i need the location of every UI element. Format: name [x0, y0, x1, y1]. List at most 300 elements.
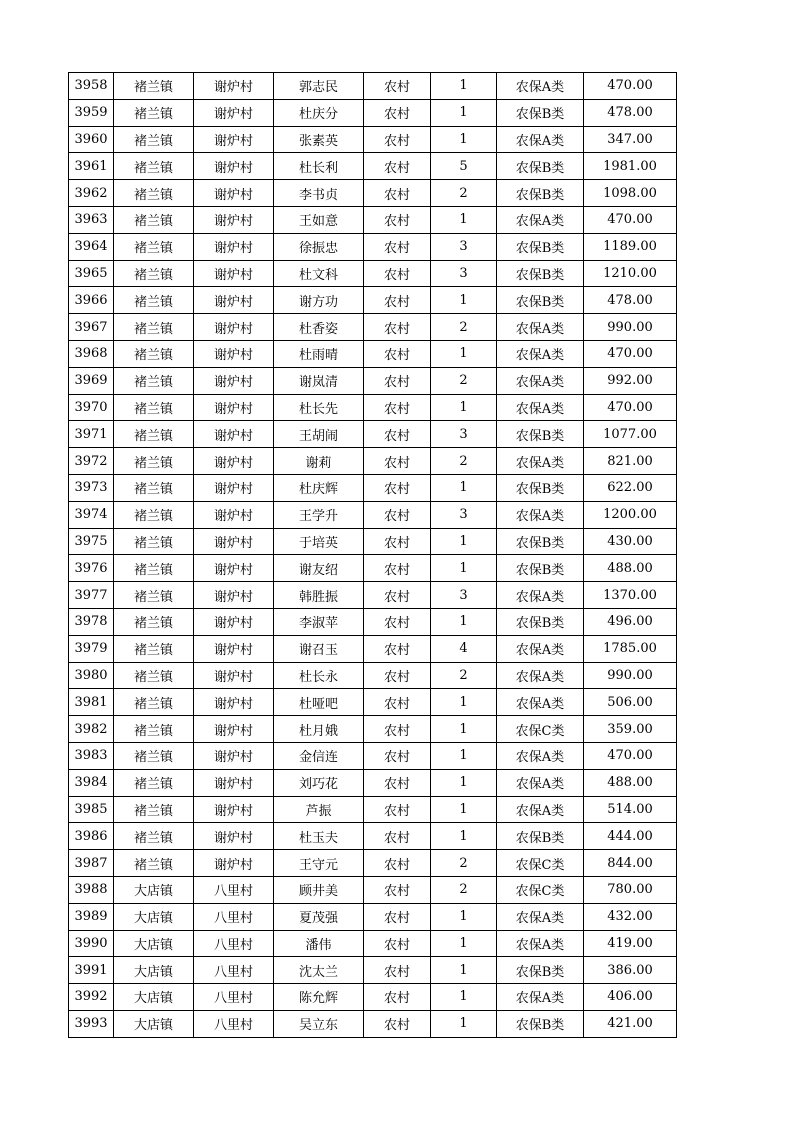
name-cell: 王如意: [274, 206, 364, 233]
area-type-cell: 农村: [364, 528, 431, 555]
insurance-category-cell: 农保C类: [497, 850, 584, 877]
name-cell: 刘巧花: [274, 769, 364, 796]
amount-cell: 470.00: [584, 742, 677, 769]
village-cell: 谢炉村: [194, 742, 274, 769]
household-count-cell: 1: [431, 555, 497, 582]
area-type-cell: 农村: [364, 662, 431, 689]
village-cell: 谢炉村: [194, 367, 274, 394]
household-count-cell: 3: [431, 233, 497, 260]
name-cell: 顾井美: [274, 876, 364, 903]
table-row: [69, 153, 677, 180]
village-cell: 谢炉村: [194, 635, 274, 662]
amount-cell: 514.00: [584, 796, 677, 823]
insurance-category-cell: 农保A类: [497, 662, 584, 689]
table-row: [69, 823, 677, 850]
town-cell: 大店镇: [114, 876, 194, 903]
name-cell: 谢莉: [274, 448, 364, 475]
town-cell: 褚兰镇: [114, 126, 194, 153]
town-cell: 褚兰镇: [114, 742, 194, 769]
town-cell: 褚兰镇: [114, 608, 194, 635]
name-cell: 杜雨晴: [274, 340, 364, 367]
town-cell: 褚兰镇: [114, 99, 194, 126]
row-number-cell: 3966: [69, 287, 114, 314]
household-count-cell: 1: [431, 287, 497, 314]
insurance-category-cell: 农保B类: [497, 528, 584, 555]
amount-cell: 470.00: [584, 206, 677, 233]
amount-cell: 470.00: [584, 73, 677, 100]
household-count-cell: 1: [431, 796, 497, 823]
area-type-cell: 农村: [364, 796, 431, 823]
town-cell: 褚兰镇: [114, 448, 194, 475]
village-cell: 谢炉村: [194, 394, 274, 421]
amount-cell: 359.00: [584, 716, 677, 743]
row-number-cell: 3958: [69, 73, 114, 100]
row-number-cell: 3974: [69, 501, 114, 528]
household-count-cell: 2: [431, 314, 497, 341]
village-cell: 八里村: [194, 984, 274, 1011]
town-cell: 褚兰镇: [114, 180, 194, 207]
village-cell: 八里村: [194, 930, 274, 957]
area-type-cell: 农村: [364, 903, 431, 930]
row-number-cell: 3986: [69, 823, 114, 850]
area-type-cell: 农村: [364, 340, 431, 367]
amount-cell: 430.00: [584, 528, 677, 555]
row-number-cell: 3969: [69, 367, 114, 394]
amount-cell: 432.00: [584, 903, 677, 930]
area-type-cell: 农村: [364, 769, 431, 796]
town-cell: 褚兰镇: [114, 340, 194, 367]
amount-cell: 444.00: [584, 823, 677, 850]
amount-cell: 1189.00: [584, 233, 677, 260]
name-cell: 杜长先: [274, 394, 364, 421]
amount-cell: 821.00: [584, 448, 677, 475]
name-cell: 李淑苹: [274, 608, 364, 635]
row-number-cell: 3973: [69, 474, 114, 501]
town-cell: 褚兰镇: [114, 367, 194, 394]
household-count-cell: 1: [431, 689, 497, 716]
village-cell: 谢炉村: [194, 474, 274, 501]
table-row: [69, 448, 677, 475]
amount-cell: 506.00: [584, 689, 677, 716]
name-cell: 潘伟: [274, 930, 364, 957]
amount-cell: 1098.00: [584, 180, 677, 207]
area-type-cell: 农村: [364, 394, 431, 421]
insurance-category-cell: 农保B类: [497, 474, 584, 501]
row-number-cell: 3987: [69, 850, 114, 877]
row-number-cell: 3981: [69, 689, 114, 716]
insurance-category-cell: 农保A类: [497, 769, 584, 796]
town-cell: 褚兰镇: [114, 555, 194, 582]
area-type-cell: 农村: [364, 233, 431, 260]
household-count-cell: 1: [431, 206, 497, 233]
name-cell: 陈允辉: [274, 984, 364, 1011]
town-cell: 褚兰镇: [114, 233, 194, 260]
village-cell: 谢炉村: [194, 180, 274, 207]
village-cell: 谢炉村: [194, 340, 274, 367]
insurance-category-cell: 农保A类: [497, 930, 584, 957]
household-count-cell: 1: [431, 1010, 497, 1037]
area-type-cell: 农村: [364, 850, 431, 877]
table-row: [69, 314, 677, 341]
village-cell: 谢炉村: [194, 528, 274, 555]
name-cell: 沈太兰: [274, 957, 364, 984]
amount-cell: 1077.00: [584, 421, 677, 448]
insurance-category-cell: 农保B类: [497, 957, 584, 984]
insurance-category-cell: 农保B类: [497, 555, 584, 582]
table-row: [69, 99, 677, 126]
row-number-cell: 3965: [69, 260, 114, 287]
household-count-cell: 1: [431, 957, 497, 984]
insurance-category-cell: 农保A类: [497, 340, 584, 367]
household-count-cell: 1: [431, 823, 497, 850]
insurance-category-cell: 农保B类: [497, 233, 584, 260]
area-type-cell: 农村: [364, 635, 431, 662]
table-row: [69, 796, 677, 823]
area-type-cell: 农村: [364, 474, 431, 501]
name-cell: 杜庆分: [274, 99, 364, 126]
amount-cell: 470.00: [584, 394, 677, 421]
row-number-cell: 3968: [69, 340, 114, 367]
village-cell: 谢炉村: [194, 501, 274, 528]
amount-cell: 478.00: [584, 99, 677, 126]
village-cell: 谢炉村: [194, 608, 274, 635]
town-cell: 褚兰镇: [114, 769, 194, 796]
area-type-cell: 农村: [364, 126, 431, 153]
table-body: [69, 73, 677, 1038]
village-cell: 八里村: [194, 957, 274, 984]
amount-cell: 488.00: [584, 769, 677, 796]
household-count-cell: 2: [431, 448, 497, 475]
insurance-category-cell: 农保B类: [497, 823, 584, 850]
village-cell: 谢炉村: [194, 662, 274, 689]
name-cell: 徐振忠: [274, 233, 364, 260]
insurance-category-cell: 农保B类: [497, 180, 584, 207]
row-number-cell: 3993: [69, 1010, 114, 1037]
row-number-cell: 3975: [69, 528, 114, 555]
household-count-cell: 2: [431, 180, 497, 207]
insurance-category-cell: 农保A类: [497, 796, 584, 823]
town-cell: 大店镇: [114, 903, 194, 930]
row-number-cell: 3963: [69, 206, 114, 233]
household-count-cell: 2: [431, 662, 497, 689]
amount-cell: 470.00: [584, 340, 677, 367]
row-number-cell: 3991: [69, 957, 114, 984]
village-cell: 谢炉村: [194, 233, 274, 260]
household-count-cell: 1: [431, 340, 497, 367]
name-cell: 于培英: [274, 528, 364, 555]
table-row: [69, 474, 677, 501]
town-cell: 褚兰镇: [114, 850, 194, 877]
area-type-cell: 农村: [364, 608, 431, 635]
row-number-cell: 3985: [69, 796, 114, 823]
name-cell: 芦振: [274, 796, 364, 823]
insurance-category-cell: 农保C类: [497, 876, 584, 903]
amount-cell: 990.00: [584, 314, 677, 341]
village-cell: 谢炉村: [194, 555, 274, 582]
amount-cell: 1981.00: [584, 153, 677, 180]
area-type-cell: 农村: [364, 448, 431, 475]
name-cell: 谢岚清: [274, 367, 364, 394]
table-row: [69, 742, 677, 769]
table-row: [69, 689, 677, 716]
insurance-category-cell: 农保A类: [497, 903, 584, 930]
row-number-cell: 3960: [69, 126, 114, 153]
amount-cell: 1210.00: [584, 260, 677, 287]
town-cell: 褚兰镇: [114, 287, 194, 314]
table-row: [69, 206, 677, 233]
village-cell: 谢炉村: [194, 823, 274, 850]
village-cell: 谢炉村: [194, 582, 274, 609]
amount-cell: 1200.00: [584, 501, 677, 528]
row-number-cell: 3964: [69, 233, 114, 260]
insurance-category-cell: 农保A类: [497, 73, 584, 100]
town-cell: 褚兰镇: [114, 796, 194, 823]
village-cell: 谢炉村: [194, 796, 274, 823]
amount-cell: 1370.00: [584, 582, 677, 609]
amount-cell: 622.00: [584, 474, 677, 501]
town-cell: 褚兰镇: [114, 206, 194, 233]
row-number-cell: 3959: [69, 99, 114, 126]
town-cell: 褚兰镇: [114, 635, 194, 662]
table-row: [69, 635, 677, 662]
area-type-cell: 农村: [364, 689, 431, 716]
table-row: [69, 394, 677, 421]
row-number-cell: 3983: [69, 742, 114, 769]
area-type-cell: 农村: [364, 287, 431, 314]
household-count-cell: 1: [431, 394, 497, 421]
area-type-cell: 农村: [364, 876, 431, 903]
row-number-cell: 3961: [69, 153, 114, 180]
area-type-cell: 农村: [364, 555, 431, 582]
insurance-category-cell: 农保B类: [497, 260, 584, 287]
area-type-cell: 农村: [364, 716, 431, 743]
town-cell: 褚兰镇: [114, 528, 194, 555]
row-number-cell: 3962: [69, 180, 114, 207]
area-type-cell: 农村: [364, 930, 431, 957]
table-row: [69, 260, 677, 287]
town-cell: 褚兰镇: [114, 394, 194, 421]
table-row: [69, 984, 677, 1011]
town-cell: 大店镇: [114, 1010, 194, 1037]
town-cell: 大店镇: [114, 984, 194, 1011]
table-row: [69, 501, 677, 528]
area-type-cell: 农村: [364, 421, 431, 448]
town-cell: 褚兰镇: [114, 153, 194, 180]
village-cell: 谢炉村: [194, 689, 274, 716]
row-number-cell: 3979: [69, 635, 114, 662]
name-cell: 夏茂强: [274, 903, 364, 930]
town-cell: 褚兰镇: [114, 314, 194, 341]
area-type-cell: 农村: [364, 180, 431, 207]
table-row: [69, 930, 677, 957]
household-count-cell: 2: [431, 367, 497, 394]
amount-cell: 421.00: [584, 1010, 677, 1037]
name-cell: 谢方功: [274, 287, 364, 314]
table-row: [69, 73, 677, 100]
household-count-cell: 1: [431, 716, 497, 743]
town-cell: 褚兰镇: [114, 716, 194, 743]
insurance-category-cell: 农保A类: [497, 689, 584, 716]
village-cell: 谢炉村: [194, 448, 274, 475]
insurance-category-cell: 农保B类: [497, 99, 584, 126]
village-cell: 谢炉村: [194, 126, 274, 153]
insurance-category-cell: 农保B类: [497, 153, 584, 180]
row-number-cell: 3972: [69, 448, 114, 475]
amount-cell: 780.00: [584, 876, 677, 903]
town-cell: 褚兰镇: [114, 823, 194, 850]
table-row: [69, 716, 677, 743]
insurance-category-cell: 农保B类: [497, 421, 584, 448]
amount-cell: 1785.00: [584, 635, 677, 662]
table-row: [69, 957, 677, 984]
name-cell: 杜玉夫: [274, 823, 364, 850]
insurance-category-cell: 农保A类: [497, 635, 584, 662]
village-cell: 谢炉村: [194, 421, 274, 448]
name-cell: 杜长利: [274, 153, 364, 180]
household-count-cell: 3: [431, 501, 497, 528]
row-number-cell: 3988: [69, 876, 114, 903]
insurance-category-cell: 农保A类: [497, 742, 584, 769]
row-number-cell: 3971: [69, 421, 114, 448]
insurance-category-cell: 农保A类: [497, 394, 584, 421]
table-row: [69, 850, 677, 877]
insurance-category-cell: 农保A类: [497, 126, 584, 153]
row-number-cell: 3977: [69, 582, 114, 609]
household-count-cell: 1: [431, 126, 497, 153]
name-cell: 杜月娥: [274, 716, 364, 743]
name-cell: 王学升: [274, 501, 364, 528]
village-cell: 谢炉村: [194, 73, 274, 100]
name-cell: 王守元: [274, 850, 364, 877]
area-type-cell: 农村: [364, 260, 431, 287]
town-cell: 褚兰镇: [114, 474, 194, 501]
table-row: [69, 287, 677, 314]
insurance-category-cell: 农保B类: [497, 608, 584, 635]
table-row: [69, 126, 677, 153]
village-cell: 八里村: [194, 876, 274, 903]
table-row: [69, 1010, 677, 1037]
village-cell: 八里村: [194, 903, 274, 930]
name-cell: 李书贞: [274, 180, 364, 207]
name-cell: 谢友绍: [274, 555, 364, 582]
household-count-cell: 3: [431, 260, 497, 287]
row-number-cell: 3967: [69, 314, 114, 341]
household-count-cell: 4: [431, 635, 497, 662]
amount-cell: 992.00: [584, 367, 677, 394]
insurance-category-cell: 农保C类: [497, 716, 584, 743]
village-cell: 谢炉村: [194, 850, 274, 877]
area-type-cell: 农村: [364, 957, 431, 984]
table-row: [69, 582, 677, 609]
household-count-cell: 1: [431, 474, 497, 501]
household-count-cell: 1: [431, 608, 497, 635]
household-count-cell: 3: [431, 582, 497, 609]
name-cell: 金信连: [274, 742, 364, 769]
household-count-cell: 1: [431, 930, 497, 957]
area-type-cell: 农村: [364, 73, 431, 100]
name-cell: 杜香姿: [274, 314, 364, 341]
household-count-cell: 1: [431, 903, 497, 930]
village-cell: 谢炉村: [194, 716, 274, 743]
village-cell: 谢炉村: [194, 206, 274, 233]
row-number-cell: 3982: [69, 716, 114, 743]
household-count-cell: 5: [431, 153, 497, 180]
table-row: [69, 608, 677, 635]
household-count-cell: 3: [431, 421, 497, 448]
area-type-cell: 农村: [364, 984, 431, 1011]
amount-cell: 478.00: [584, 287, 677, 314]
area-type-cell: 农村: [364, 742, 431, 769]
row-number-cell: 3992: [69, 984, 114, 1011]
insurance-category-cell: 农保A类: [497, 206, 584, 233]
amount-cell: 496.00: [584, 608, 677, 635]
household-count-cell: 1: [431, 528, 497, 555]
insurance-category-cell: 农保A类: [497, 367, 584, 394]
village-cell: 谢炉村: [194, 314, 274, 341]
table-row: [69, 367, 677, 394]
name-cell: 张素英: [274, 126, 364, 153]
town-cell: 褚兰镇: [114, 260, 194, 287]
table-row: [69, 180, 677, 207]
area-type-cell: 农村: [364, 501, 431, 528]
insurance-category-cell: 农保B类: [497, 287, 584, 314]
amount-cell: 386.00: [584, 957, 677, 984]
area-type-cell: 农村: [364, 582, 431, 609]
table-row: [69, 233, 677, 260]
area-type-cell: 农村: [364, 314, 431, 341]
village-cell: 谢炉村: [194, 153, 274, 180]
row-number-cell: 3976: [69, 555, 114, 582]
area-type-cell: 农村: [364, 823, 431, 850]
village-cell: 谢炉村: [194, 287, 274, 314]
town-cell: 褚兰镇: [114, 421, 194, 448]
town-cell: 褚兰镇: [114, 689, 194, 716]
household-count-cell: 1: [431, 73, 497, 100]
household-count-cell: 1: [431, 769, 497, 796]
row-number-cell: 3970: [69, 394, 114, 421]
name-cell: 郭志民: [274, 73, 364, 100]
name-cell: 韩胜振: [274, 582, 364, 609]
table-row: [69, 876, 677, 903]
data-table: [68, 72, 677, 1038]
row-number-cell: 3984: [69, 769, 114, 796]
row-number-cell: 3989: [69, 903, 114, 930]
insurance-category-cell: 农保A类: [497, 582, 584, 609]
insurance-category-cell: 农保B类: [497, 1010, 584, 1037]
name-cell: 谢召玉: [274, 635, 364, 662]
town-cell: 褚兰镇: [114, 501, 194, 528]
name-cell: 杜文科: [274, 260, 364, 287]
name-cell: 杜长永: [274, 662, 364, 689]
town-cell: 大店镇: [114, 957, 194, 984]
village-cell: 谢炉村: [194, 260, 274, 287]
table-row: [69, 421, 677, 448]
village-cell: 谢炉村: [194, 769, 274, 796]
row-number-cell: 3978: [69, 608, 114, 635]
household-count-cell: 1: [431, 984, 497, 1011]
town-cell: 褚兰镇: [114, 662, 194, 689]
insurance-category-cell: 农保A类: [497, 501, 584, 528]
table-row: [69, 769, 677, 796]
row-number-cell: 3980: [69, 662, 114, 689]
household-count-cell: 2: [431, 876, 497, 903]
household-count-cell: 1: [431, 742, 497, 769]
area-type-cell: 农村: [364, 206, 431, 233]
amount-cell: 844.00: [584, 850, 677, 877]
area-type-cell: 农村: [364, 99, 431, 126]
name-cell: 吴立东: [274, 1010, 364, 1037]
insurance-category-cell: 农保A类: [497, 984, 584, 1011]
